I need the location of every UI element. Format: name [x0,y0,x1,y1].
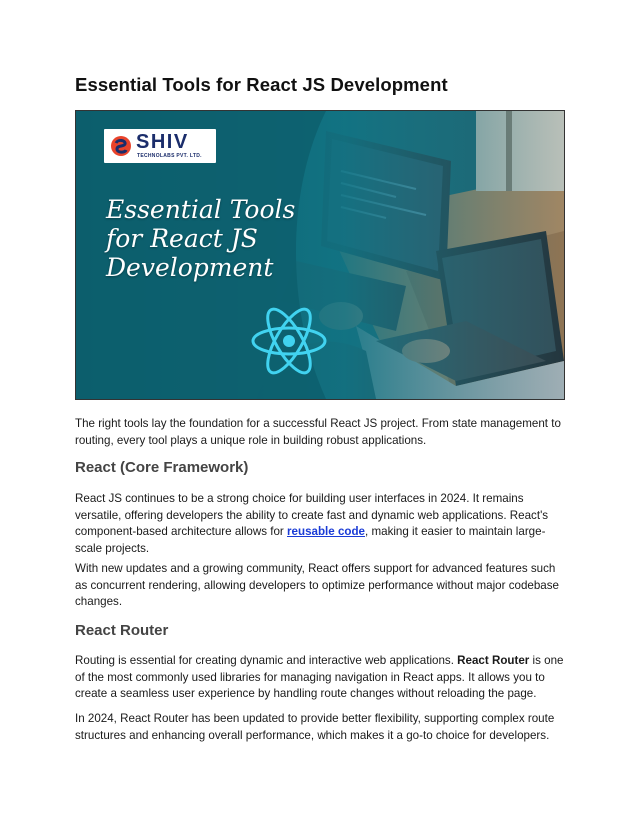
react-core-text-after: , making it easier to maintain large-scale projects. [75,525,546,555]
react-router-text-after: is one of the most commonly used libraries for managing navigation in React apps. It allows you to create a seamless user experience by handling route changes without reloading the page. [75,654,564,700]
logo-subtitle: TECHNOLABS PVT. LTD. [137,153,202,159]
react-core-paragraph-1 [75,491,565,557]
page-title: Essential Tools for React JS Development [75,74,448,95]
section-heading-react-router: React Router [75,622,169,639]
react-router-text-before: Routing is essential for creating dynamic and interactive web applications. [75,654,458,667]
react-core-paragraph-2: With new updates and a growing community, React offers support for advanced features such as concurrent rendering, allowing developers to optimize performance without major codebase changes. [75,562,559,608]
company-logo [104,129,216,163]
logo-mark-icon [110,135,132,157]
hero-banner [75,110,565,400]
react-router-paragraph-2: In 2024, React Router has been updated to provide better flexibility, supporting complex route structures and enhancing overall performance, which makes it a go-to choice for developers. [75,712,555,742]
banner-headline: Essential Tools for React JS Development [106,195,296,282]
react-router-paragraph-1 [75,653,565,703]
react-core-text-before: React JS continues to be a strong choice for building user interfaces in 2024. It remains versatile, offering developers the ability to create fast and dynamic web applications. React's component-based architecture allows for [75,492,549,538]
reusable-code-link[interactable]: reusable code [287,525,366,538]
logo-name: SHIV [136,131,189,153]
section-heading-react-core: React (Core Framework) [75,459,249,476]
intro-paragraph: The right tools lay the foundation for a successful React JS project. From state management to routing, every tool plays a unique role in building robust applications. [75,417,561,447]
react-router-bold: React Router [457,654,530,667]
